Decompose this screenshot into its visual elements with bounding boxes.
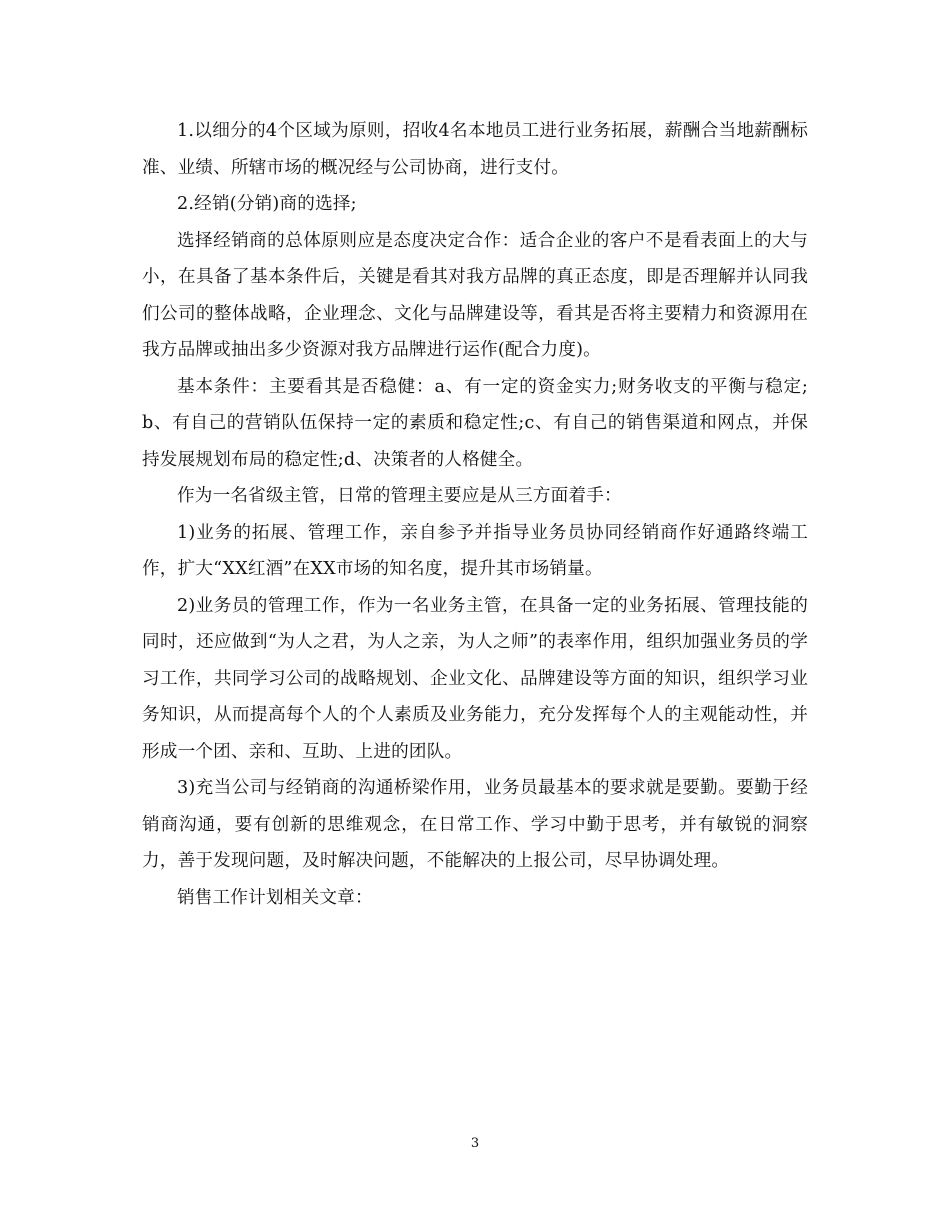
page-number: 3	[470, 1136, 480, 1151]
paragraph-regional-staffing: 1.以细分的4个区域为原则，招收4名本地员工进行业务拓展，薪酬合当地薪酬标准、业绩、所辖市场的概况经与公司协商，进行支付。	[142, 121, 808, 178]
paragraph-staff-management: 2)业务员的管理工作，作为一名业务主管，在具备一定的业务拓展、管理技能的同时，还应做到“为人之君，为人之亲，为人之师”的表率作用，组织加强业务员的学习工作，共同学习公司的战略规划、企业文化、品牌建设等方面的知识，组织学习业务知识，从而提高每个人的个人素质及业务能力，充分发挥每个人的主观能动性，并形成一个团、亲和、互助、上进的团队。	[142, 595, 808, 762]
paragraph-selection-principle: 选择经销商的总体原则应是态度决定合作：适合企业的客户不是看表面上的大与小，在具备了基本条件后，关键是看其对我方品牌的真正态度，即是否理解并认同我们公司的整体战略，企业理念、文化与品牌建设等，看其是否将主要精力和资源用在我方品牌或抽出多少资源对我方品牌进行运作(配合力度)。	[142, 230, 808, 360]
paragraph-provincial-manager: 作为一名省级主管，日常的管理主要应是从三方面着手：	[177, 486, 622, 506]
paragraph-business-expansion: 1)业务的拓展、管理工作，亲自参予并指导业务员协同经销商作好通路终端工作，扩大“XX红酒”在XX市场的知名度，提升其市场销量。	[142, 522, 808, 579]
paragraph-communication-bridge: 3)充当公司与经销商的沟通桥梁作用，业务员最基本的要求就是要勤。要勤于经销商沟通，要有创新的思维观念，在日常工作、学习中勤于思考，并有敏锐的洞察力，善于发现问题，及时解决问题，不能解决的上报公司，尽早协调处理。	[142, 778, 808, 871]
paragraph-related-articles: 销售工作计划相关文章：	[177, 887, 373, 908]
paragraph-distributor-selection-heading: 2.经销(分销)商的选择;	[177, 194, 357, 214]
paragraph-basic-conditions: 基本条件：主要看其是否稳健：a、有一定的资金实力;财务收支的平衡与稳定;b、有自己的营销队伍保持一定的素质和稳定性;c、有自己的销售渠道和网点，并保持发展规划布局的稳定性;d、决策者的人格健全。	[142, 376, 808, 470]
document-body	[142, 113, 808, 916]
